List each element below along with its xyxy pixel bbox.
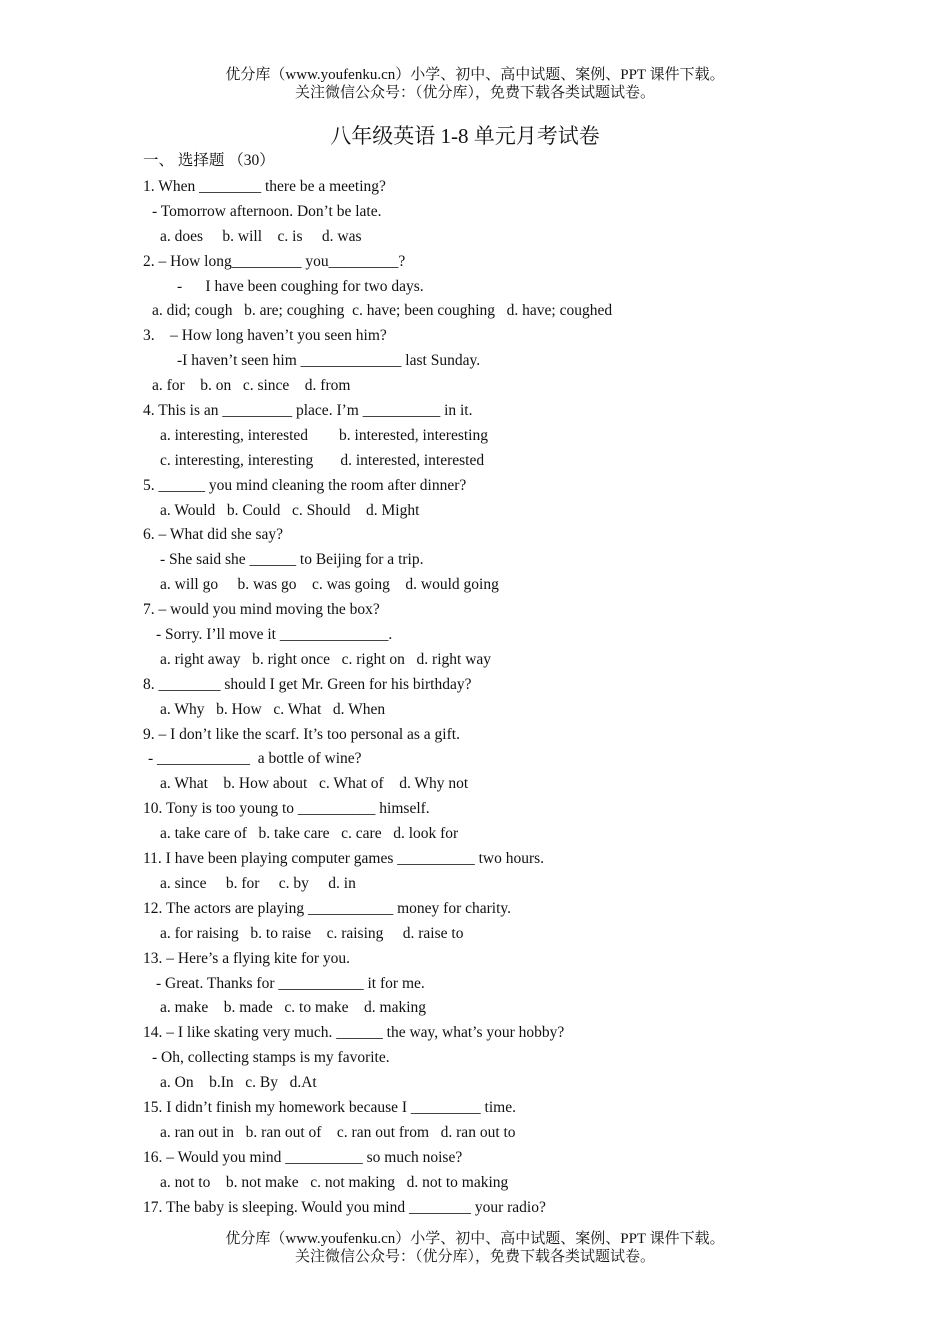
page-footer: [0, 1230, 950, 1266]
text-line: - Sorry. I’ll move it ______________.: [156, 626, 393, 644]
text-line: 12. The actors are playing ___________ money for charity.: [143, 899, 512, 917]
text-line: a. does b. will c. is d. was: [160, 227, 362, 245]
text-line: 14. – I like skating very much. ______ the way, what’s your hobby?: [143, 1024, 565, 1042]
text-line: - ____________ a bottle of wine?: [148, 750, 362, 768]
text-line: - Oh, collecting stamps is my favorite.: [152, 1049, 390, 1067]
text-line: a. take care of b. take care c. care d. look for: [160, 825, 459, 843]
text-line: c. interesting, interesting d. interested, interested: [160, 451, 485, 469]
text-line: 16. – Would you mind __________ so much noise?: [143, 1148, 463, 1166]
text-line: 3. – How long haven’t you seen him?: [143, 327, 387, 345]
text-line: a. ran out in b. ran out of c. ran out from d. ran out to: [160, 1123, 516, 1141]
text-line: a. right away b. right once c. right on d. right way: [160, 650, 492, 668]
section-heading: 一、 选择题 （30）: [143, 152, 275, 169]
text-line: 6. – What did she say?: [143, 526, 284, 544]
text-line: 13. – Here’s a flying kite for you.: [143, 949, 351, 967]
text-line: a. interesting, interested b. interested, interesting: [160, 426, 488, 444]
text-line: 11. I have been playing computer games __________ two hours.: [143, 850, 545, 868]
footer-line-1: 优分库（www.youfenku.cn）小学、初中、高中试题、案例、PPT 课件下载。: [225, 1231, 725, 1247]
text-line: 1. When ________ there be a meeting?: [143, 178, 386, 195]
text-line: 4. This is an _________ place. I’m __________ in it.: [143, 402, 473, 420]
footer-line-2: 关注微信公众号：（优分库），免费下载各类试题试卷。: [294, 1249, 655, 1265]
text-line: 7. – would you mind moving the box?: [143, 601, 380, 619]
text-line: a. Why b. How c. What d. When: [160, 700, 386, 718]
text-line: a. make b. made c. to make d. making: [160, 999, 427, 1017]
header-line-1: 优分库（www.youfenku.cn）小学、初中、高中试题、案例、PPT 课件下载。: [225, 67, 725, 83]
text-line: - Great. Thanks for ___________ it for me.: [156, 974, 425, 992]
document-title: 八年级英语 1-8 单元月考试卷: [330, 124, 600, 148]
text-line: a. since b. for c. by d. in: [160, 874, 356, 892]
text-line: -I haven’t seen him _____________ last Sunday.: [177, 352, 481, 370]
question-list: [143, 175, 863, 1220]
text-line: 5. ______ you mind cleaning the room after dinner?: [143, 476, 467, 494]
text-line: 15. I didn’t finish my homework because I _________ time.: [143, 1098, 516, 1116]
page-header: [0, 66, 950, 102]
text-line: 9. – I don’t like the scarf. It’s too personal as a gift.: [143, 725, 460, 743]
text-line: 8. ________ should I get Mr. Green for his birthday?: [143, 675, 472, 693]
text-line: a. Would b. Could c. Should d. Might: [160, 501, 420, 519]
text-line: a. for b. on c. since d. from: [152, 377, 351, 395]
text-line: 17. The baby is sleeping. Would you mind ________ your radio?: [143, 1198, 546, 1216]
text-line: a. On b.In c. By d.At: [160, 1074, 317, 1092]
text-line: - Tomorrow afternoon. Don’t be late.: [152, 202, 382, 220]
text-line: a. not to b. not make c. not making d. not to making: [160, 1173, 509, 1191]
text-line: a. What b. How about c. What of d. Why not: [160, 775, 469, 793]
text-line: a. for raising b. to raise c. raising d. raise to: [160, 924, 464, 942]
text-line: 2. – How long_________ you_________?: [143, 252, 406, 270]
text-line: a. will go b. was go c. was going d. would going: [160, 576, 499, 594]
text-line: 10. Tony is too young to __________ himself.: [143, 800, 430, 818]
text-line: - She said she ______ to Beijing for a trip.: [160, 551, 424, 569]
text-line: - I have been coughing for two days.: [177, 277, 424, 295]
header-line-2: 关注微信公众号：（优分库），免费下载各类试题试卷。: [294, 85, 655, 101]
text-line: a. did; cough b. are; coughing c. have; been coughing d. have; coughed: [152, 302, 613, 320]
